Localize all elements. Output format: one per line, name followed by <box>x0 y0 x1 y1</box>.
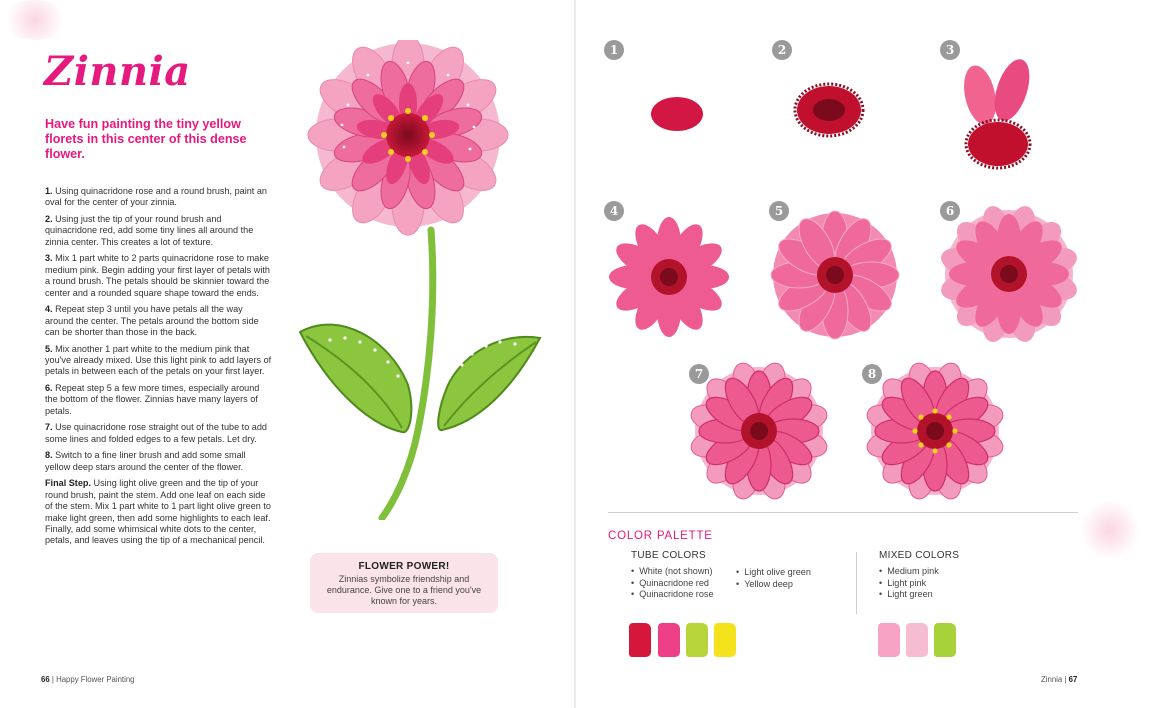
swatch-quinacridone-rose <box>658 623 680 657</box>
step-8: 8. Switch to a fine liner brush and add some small yellow deep stars around the center of the flower. <box>45 450 246 472</box>
callout-title: FLOWER POWER! <box>358 561 450 572</box>
page-subtitle: Have fun painting the tiny yellow florets in this center of this dense flower. <box>45 117 247 161</box>
left-folio: 66 | Happy Flower Painting <box>41 675 135 684</box>
right-folio: Zinnia | 67 <box>1041 675 1078 684</box>
list-item: • Light olive green <box>736 567 811 579</box>
step-badge-3: 3 <box>940 40 960 60</box>
color-palette-title: COLOR PALETTE <box>608 530 713 542</box>
palette-divider <box>608 512 1078 513</box>
step-5: 5. Mix another 1 part white to the medium pink that you've already mixed. Use this light pink to add layers of petals in between each of the petals on your first layer. <box>45 343 272 377</box>
step-badge-7: 7 <box>689 364 709 384</box>
step-2-figure <box>754 40 904 190</box>
step-3: 3. Mix 1 part white to 2 parts quinacridone rose to make medium pink. Begin adding your first layer of petals with a round brush. The petals should be skinnier toward the center and a rounded square shape toward the ends. <box>45 253 270 298</box>
zinnia-illustration <box>290 40 550 520</box>
flower-power-callout <box>310 553 498 613</box>
swatch-light-olive-green <box>686 623 708 657</box>
list-item: • Light green <box>879 589 939 601</box>
list-item: • White (not shown) <box>631 566 714 578</box>
step-1: 1. Using quinacridone rose and a round brush, paint an oval for the center of your zinnia. <box>45 186 267 208</box>
step-3-figure <box>924 40 1074 190</box>
tube-colors-heading: TUBE COLORS <box>631 550 706 561</box>
swatch-yellow-deep <box>714 623 736 657</box>
swatch-light-green <box>934 623 956 657</box>
mixed-colors-heading: MIXED COLORS <box>879 550 960 561</box>
list-item: • Medium pink <box>879 566 939 578</box>
step-badge-1: 1 <box>604 40 624 60</box>
mixed-colors-list <box>879 566 939 601</box>
step-badge-8: 8 <box>862 364 882 384</box>
step-6: 6. Repeat step 5 a few more times, especially around the bottom of the flower. Zinnias have many layers of petals. <box>45 383 260 416</box>
step-1-figure <box>600 40 750 190</box>
step-8-figure <box>860 355 1010 505</box>
flower-head <box>308 40 508 235</box>
step-2: 2. Using just the tip of your round brush and quinacridone red, add some tiny lines all around the zinnia center. This creates a lot of texture. <box>45 214 254 247</box>
step-badge-4: 4 <box>604 201 624 221</box>
list-item: • Light pink <box>879 578 939 590</box>
step-5-figure <box>760 195 910 345</box>
step-final: Final Step. Using light olive green and the tip of your round brush, paint the stem. Add one leaf on each side of the stem. Mix 1 part white to 1 part light olive green to make light green, then add some highlights to each leaf. Finally, add some whimsical white dots to the center, petals, and leaves using the tip of a mechanical pencil. <box>45 478 271 546</box>
list-item: • Yellow deep <box>736 579 811 591</box>
step-6-figure <box>934 196 1084 346</box>
swatch-medium-pink <box>878 623 900 657</box>
step-7: 7. Use quinacridone rose straight out of the tube to add some lines and folded edges to a few petals. Let dry. <box>45 422 267 444</box>
step-4: 4. Repeat step 3 until you have petals all the way around the center. The petals around the bottom side can be shorter than those in the back. <box>45 304 259 338</box>
swatch-light-pink <box>906 623 928 657</box>
step-4-figure <box>594 200 744 350</box>
tube-colors-list-1 <box>631 566 714 601</box>
page-title: Zinnia <box>44 48 191 95</box>
step-badge-6: 6 <box>940 201 960 221</box>
page-gutter <box>574 0 576 708</box>
paint-splash <box>1080 500 1140 560</box>
tube-colors-list-2 <box>736 567 811 590</box>
list-item: • Quinacridone red <box>631 578 714 590</box>
instruction-steps <box>45 186 273 552</box>
step-badge-5: 5 <box>769 201 789 221</box>
paint-splash <box>0 0 70 40</box>
palette-column-separator <box>856 552 857 614</box>
swatch-quinacridone-red <box>629 623 651 657</box>
list-item: • Quinacridone rose <box>631 589 714 601</box>
callout-body: Zinnias symbolize friendship and endurance. Give one to a friend you've known for years. <box>326 574 482 606</box>
step-badge-2: 2 <box>772 40 792 60</box>
step-7-figure <box>684 355 834 505</box>
